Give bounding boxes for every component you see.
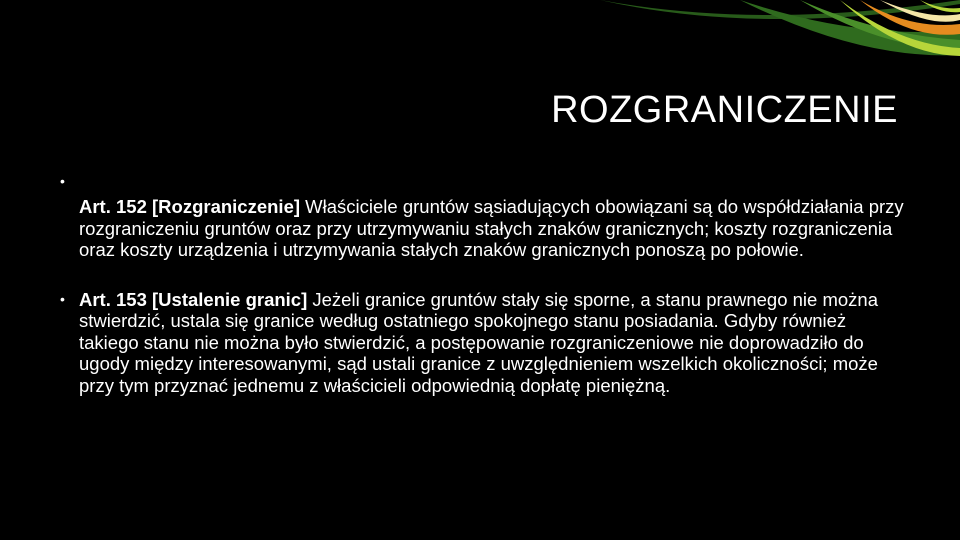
bullet-item-art-152 — [60, 174, 910, 261]
slide-title: ROZGRANICZENIE — [551, 89, 898, 131]
bullet-list — [60, 174, 910, 396]
article-body: Właściciele gruntów sąsiadujących obowiązani są do współdziałania przy rozgraniczeniu gruntów oraz przy utrzymywaniu stałych znaków granicznych; koszty rozgraniczenia oraz koszty urządzenia i utrzymywania stałych znaków granicznych ponoszą po połowie. — [79, 196, 904, 260]
bullet-item-art-153 — [60, 289, 910, 397]
bullet-text — [79, 174, 910, 261]
article-heading: Art. 152 [Rozgraniczenie] — [79, 196, 301, 217]
article-body: Jeżeli granice gruntów stały się sporne, a stanu prawnego nie można stwierdzić, ustala się granice według ostatniego spokojnego stanu posiadania. Gdyby również takiego stanu nie można było stwierdzić, a postępowanie rozgraniczeniowe nie doprowadziło do ugody między interesowanymi, sąd ustali granice z uwzględnieniem wszelkich okoliczności; może przy tym przyznać jednemu z właścicieli odpowiednią dopłatę pieniężną. — [79, 288, 878, 396]
bullet-dot-icon: • — [60, 173, 65, 189]
bullet-dot-icon: • — [60, 290, 65, 307]
article-heading: Art. 153 [Ustalenie granic] — [79, 288, 308, 310]
bullet-text — [79, 289, 878, 396]
